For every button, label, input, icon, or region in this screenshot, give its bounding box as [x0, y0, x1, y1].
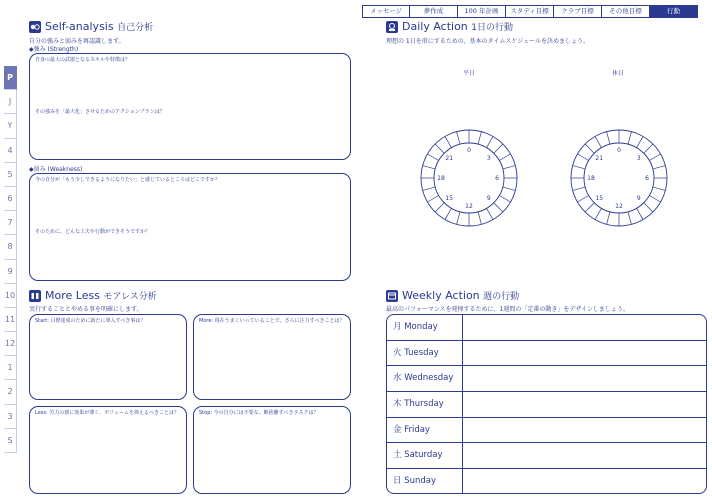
daily-action-subtitle: 理想の 1日を形にするための、基本のタイムスケジュールを決めましょう。 — [386, 38, 590, 45]
stop-prompt: Stop: 今の自分には不要な、断捨離すべきタスクは？ — [199, 410, 319, 416]
sidebar-item-p[interactable]: P — [4, 66, 17, 90]
clock-hour-label: 0 — [467, 147, 471, 154]
sidebar-item-11[interactable]: 11 — [4, 308, 17, 332]
clock-hour-label: 3 — [486, 155, 491, 163]
daily-action-title-jp: 1日の行動 — [471, 23, 514, 33]
clock-hour-divider — [595, 208, 602, 219]
clock-hour-divider — [585, 144, 594, 153]
clock-hour-label: 18 — [587, 175, 595, 182]
weekly-action-icon — [386, 290, 398, 302]
clock-hour-label: 0 — [617, 147, 621, 154]
clock-hour-divider — [607, 132, 610, 145]
sidebar-item-s[interactable]: S — [4, 429, 17, 453]
clock-hour-divider — [644, 144, 653, 153]
sidebar-item-4[interactable]: 4 — [4, 139, 17, 163]
clock-hour-divider — [499, 154, 510, 161]
clock-hour-divider — [435, 144, 444, 153]
sidebar-item-5[interactable]: 5 — [4, 163, 17, 187]
self-analysis-icon — [29, 21, 41, 33]
self-analysis-title-en: Self-analysis — [45, 20, 114, 33]
clock-hour-divider — [423, 187, 436, 190]
weekly-action-subtitle: 最高のパフォーマンスを発揮するために、1週間の「定番の動き」をデザインしましょう。 — [386, 306, 629, 313]
weekly-action-title-en: Weekly Action — [402, 289, 480, 302]
daily-action-title-en: Daily Action — [402, 20, 468, 33]
day-label: 水 Wednesday — [387, 366, 463, 391]
clock-hour-divider — [435, 203, 444, 212]
less-box[interactable] — [29, 406, 187, 494]
sidebar-item-1[interactable]: 1 — [4, 356, 17, 380]
day-label: 火 Tuesday — [387, 341, 463, 366]
weekly-row-tuesday — [387, 341, 706, 367]
tab-club-goal[interactable]: クラブ目標 — [554, 5, 602, 18]
clock-hour-divider — [649, 154, 660, 161]
weekday-label: 平日 — [463, 70, 476, 77]
sidebar-item-3[interactable]: 3 — [4, 405, 17, 429]
self-analysis-title-jp: 自己分析 — [117, 23, 154, 33]
clock-hour-label: 9 — [486, 194, 491, 202]
weekly-row-wednesday — [387, 366, 706, 392]
day-input-cell[interactable] — [463, 443, 706, 468]
day-input-cell[interactable] — [463, 469, 706, 494]
clock-hour-divider — [427, 196, 438, 203]
clock-hour-label: 3 — [636, 155, 641, 163]
day-label: 金 Friday — [387, 418, 463, 443]
clock-hour-label: 21 — [595, 155, 604, 163]
clock-hour-divider — [607, 212, 610, 225]
clock-hour-divider — [457, 132, 460, 145]
day-label: 土 Saturday — [387, 443, 463, 468]
sidebar-item-y[interactable]: Y — [4, 114, 17, 138]
clock-hour-divider — [427, 154, 438, 161]
clock-hour-label: 6 — [645, 175, 649, 182]
holiday-label: 休日 — [612, 70, 625, 77]
clock-hour-divider — [653, 166, 666, 169]
sidebar-item-10[interactable]: 10 — [4, 284, 17, 308]
weekly-row-monday — [387, 315, 706, 341]
tab-100-year-plan[interactable]: 100 年計画 — [458, 5, 506, 18]
holiday-24h-clock[interactable] — [569, 128, 669, 228]
clock-hour-divider — [649, 196, 660, 203]
clock-hour-divider — [595, 136, 602, 147]
weekday-24h-clock[interactable] — [419, 128, 519, 228]
strength-label: ◆強み (Strength) — [29, 46, 79, 53]
tab-study-goal[interactable]: スタディ目標 — [506, 5, 554, 18]
weekly-row-thursday — [387, 392, 706, 418]
clock-hour-divider — [478, 212, 481, 225]
weekly-table — [386, 314, 707, 494]
self-analysis-title — [45, 20, 153, 33]
stop-box[interactable] — [193, 406, 351, 494]
clock-hour-label: 9 — [636, 194, 641, 202]
day-input-cell[interactable] — [463, 418, 706, 443]
weakness-question-2: そのために、どんな工夫や行動ができそうですか？ — [35, 229, 151, 235]
clock-hour-divider — [577, 196, 588, 203]
sidebar-item-6[interactable]: 6 — [4, 187, 17, 211]
clock-hour-divider — [457, 212, 460, 225]
clock-hour-divider — [637, 208, 644, 219]
sidebar-item-j[interactable]: J — [4, 90, 17, 114]
weakness-question-1: 今の自分が「もう少しできるようになりたい」と感じているところはどこですか？ — [35, 177, 221, 183]
daily-action-title — [402, 20, 513, 33]
tab-other-goal[interactable]: その他目標 — [602, 5, 650, 18]
weekly-action-title-jp: 週の行動 — [483, 292, 520, 302]
tab-action[interactable]: 行動 — [650, 5, 698, 18]
sidebar-item-12[interactable]: 12 — [4, 332, 17, 356]
clock-hour-divider — [487, 136, 494, 147]
clock-hour-label: 12 — [615, 203, 623, 210]
tab-message[interactable]: メッセージ — [362, 5, 410, 18]
clock-hour-divider — [653, 187, 666, 190]
clock-hour-label: 18 — [437, 175, 445, 182]
weekly-action-title — [402, 289, 519, 302]
sidebar-item-9[interactable]: 9 — [4, 260, 17, 284]
clock-hour-divider — [628, 212, 631, 225]
more-less-title — [45, 289, 157, 302]
weekly-row-friday — [387, 418, 706, 444]
clock-hour-divider — [445, 208, 452, 219]
clock-hour-divider — [494, 203, 503, 212]
self-analysis-subtitle: 自分の強みと弱みを再認識します。 — [29, 38, 125, 45]
clock-hour-divider — [637, 136, 644, 147]
clock-hour-divider — [644, 203, 653, 212]
strength-question-1: 自身の最大の武器となるスキルや特徴は？ — [35, 57, 130, 63]
month-sidebar — [4, 66, 17, 453]
clock-hour-label: 15 — [595, 194, 604, 202]
weekly-row-sunday — [387, 469, 706, 494]
more-less-icon — [29, 290, 41, 302]
tab-dream[interactable]: 夢作成 — [410, 5, 458, 18]
clock-hour-divider — [478, 132, 481, 145]
daily-action-icon — [386, 21, 398, 33]
less-prompt: Less: 労力の割に効果が薄く、ボリュームを抑えるべきことは？ — [35, 410, 180, 416]
clock-hour-label: 6 — [495, 175, 499, 182]
sidebar-item-7[interactable]: 7 — [4, 211, 17, 235]
strength-box[interactable] — [29, 53, 351, 160]
strength-question-2: その強みを「最大化」させるためのアクションプランは？ — [35, 109, 165, 115]
clock-hour-label: 21 — [445, 155, 454, 163]
sidebar-item-8[interactable]: 8 — [4, 235, 17, 259]
clock-hour-label: 12 — [465, 203, 473, 210]
more-prompt: More: 現在うまくいっていることで、さらに注力すべきことは？ — [199, 318, 345, 324]
day-input-cell[interactable] — [463, 392, 706, 417]
day-label: 日 Sunday — [387, 469, 463, 494]
clock-hour-divider — [499, 196, 510, 203]
clock-hour-divider — [573, 166, 586, 169]
more-less-title-jp: モアレス分析 — [103, 292, 157, 302]
clock-hour-divider — [503, 166, 516, 169]
top-tabs — [362, 5, 698, 18]
day-input-cell[interactable] — [463, 315, 706, 340]
start-prompt: Start: 目標達成のために新たに導入すべき事は？ — [35, 318, 146, 324]
more-less-subtitle: 実行することとやめる事を明確にします。 — [29, 306, 143, 313]
day-input-cell[interactable] — [463, 366, 706, 391]
day-label: 月 Monday — [387, 315, 463, 340]
weekly-row-saturday — [387, 443, 706, 469]
day-input-cell[interactable] — [463, 341, 706, 366]
clock-hour-divider — [585, 203, 594, 212]
clock-hour-divider — [573, 187, 586, 190]
weakness-box[interactable] — [29, 173, 351, 281]
clock-hour-divider — [494, 144, 503, 153]
more-less-title-en: More Less — [45, 289, 100, 302]
clock-hour-label: 15 — [445, 194, 454, 202]
start-box[interactable] — [29, 314, 187, 400]
more-box[interactable] — [193, 314, 351, 400]
clock-hour-divider — [423, 166, 436, 169]
clock-hour-divider — [445, 136, 452, 147]
clock-hour-divider — [487, 208, 494, 219]
clock-hour-divider — [577, 154, 588, 161]
sidebar-item-2[interactable]: 2 — [4, 380, 17, 404]
weakness-label: ◆弱み (Weakness) — [29, 166, 83, 173]
clock-hour-divider — [628, 132, 631, 145]
clock-hour-divider — [503, 187, 516, 190]
day-label: 木 Thursday — [387, 392, 463, 417]
